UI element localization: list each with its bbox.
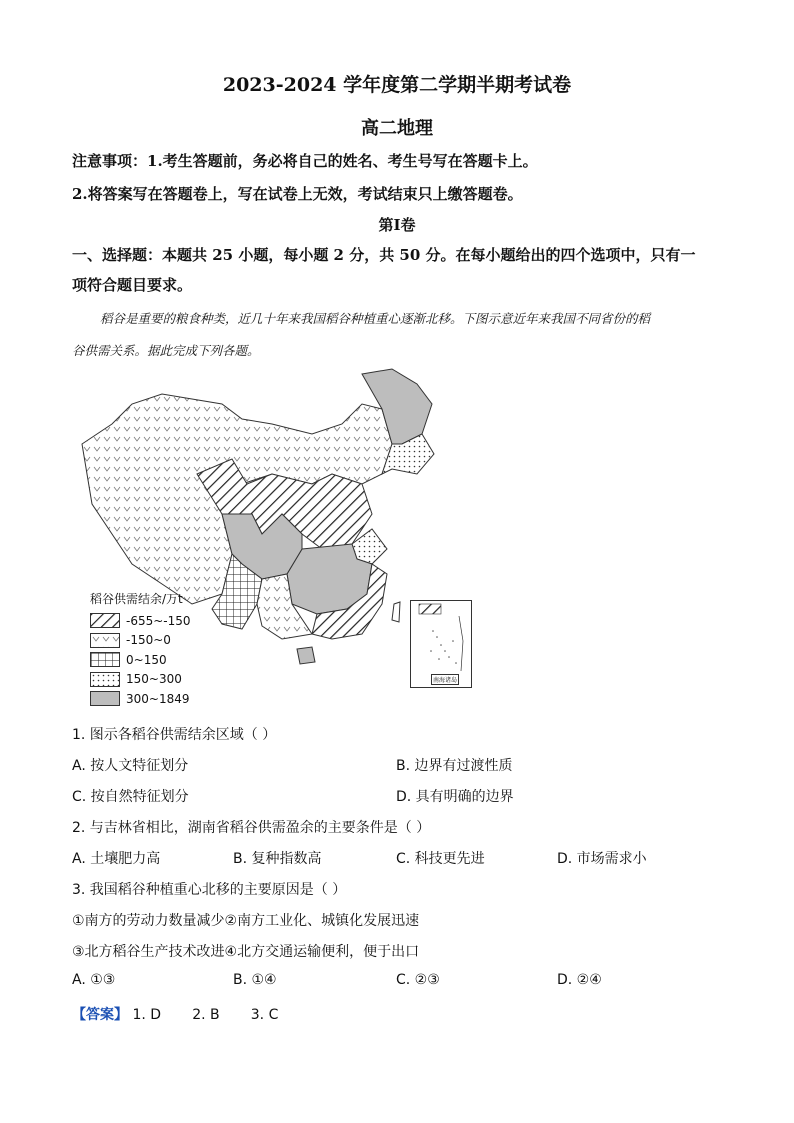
legend-item	[90, 689, 191, 709]
question-2-option-d: D. 市场需求小	[557, 851, 647, 867]
question-2-stem: 2. 与吉林省相比，湖南省稻谷供需盈余的主要条件是（ ）	[72, 820, 431, 836]
legend-swatch-dots	[90, 672, 120, 687]
answer-tag: 【答案】	[72, 1007, 128, 1023]
section-instruction-2: 项符合题目要求。	[72, 276, 193, 294]
region-taiwan	[392, 602, 400, 622]
exam-title: 2023-2024 学年度第二学期半期考试卷	[222, 74, 572, 96]
legend-label: 150~300	[126, 672, 182, 687]
question-1-option-a: A. 按人文特征划分	[72, 758, 189, 774]
question-1-option-c: C. 按自然特征划分	[72, 789, 189, 805]
question-3-statements-2: ③北方稻谷生产技术改进④北方交通运输便利，便于出口	[72, 944, 420, 960]
question-3-option-c: C. ②③	[396, 972, 440, 988]
legend-label: 300~1849	[126, 691, 190, 706]
map-legend	[90, 590, 191, 709]
legend-item	[90, 670, 191, 690]
answer-line	[72, 1004, 278, 1024]
legend-title: 稻谷供需结余/万t	[90, 592, 183, 606]
legend-swatch-grid	[90, 652, 120, 667]
legend-item	[90, 611, 191, 631]
answer-text: 1. D 2. B 3. C	[132, 1007, 279, 1023]
legend-label: 0~150	[126, 652, 167, 667]
section-instruction-1: 一、选择题：本题共 25 小题，每小题 2 分，共 50 分。在每小题给出的四个选项中，只有一	[72, 246, 696, 264]
question-2-option-a: A. 土壤肥力高	[72, 851, 161, 867]
exam-subtitle: 高二地理	[361, 118, 433, 139]
legend-item	[90, 631, 191, 651]
intro-line-1: 稻谷是重要的粮食种类，近几十年来我国稻谷种植重心逐渐北移。下图示意近年来我国不同省份的稻	[100, 311, 651, 326]
intro-line-2: 谷供需关系。据此完成下列各题。	[72, 343, 260, 358]
question-3-option-b: B. ①④	[233, 972, 277, 988]
notice-line-2: 2.将答案写在答题卷上，写在试卷上无效，考试结束只上缴答题卷。	[72, 185, 523, 203]
legend-swatch-vmark	[90, 633, 120, 648]
question-2-option-c: C. 科技更先进	[396, 851, 485, 867]
question-1-stem: 1. 图示各稻谷供需结余区域（ ）	[72, 727, 277, 743]
question-3-statements-1: ①南方的劳动力数量减少②南方工业化、城镇化发展迅速	[72, 913, 420, 929]
legend-item	[90, 650, 191, 670]
legend-label: -150~0	[126, 633, 171, 648]
inset-label: 南海诸岛	[431, 674, 459, 685]
question-1-option-b: B. 边界有过渡性质	[396, 758, 513, 774]
south-sea-inset	[410, 600, 472, 688]
legend-swatch-hatch	[90, 613, 120, 628]
volume-heading: 第Ⅰ卷	[378, 216, 416, 234]
question-2-option-b: B. 复种指数高	[233, 851, 322, 867]
legend-label: -655~-150	[126, 613, 191, 628]
notice-line-1: 注意事项：1.考生答题前，务必将自己的姓名、考生号写在答题卡上。	[72, 152, 538, 170]
question-1-option-d: D. 具有明确的边界	[396, 789, 514, 805]
question-3-stem: 3. 我国稻谷种植重心北移的主要原因是（ ）	[72, 882, 347, 898]
region-hainan	[297, 647, 315, 664]
legend-swatch-gray	[90, 691, 120, 706]
question-3-option-a: A. ①③	[72, 972, 116, 988]
question-3-option-d: D. ②④	[557, 972, 602, 988]
